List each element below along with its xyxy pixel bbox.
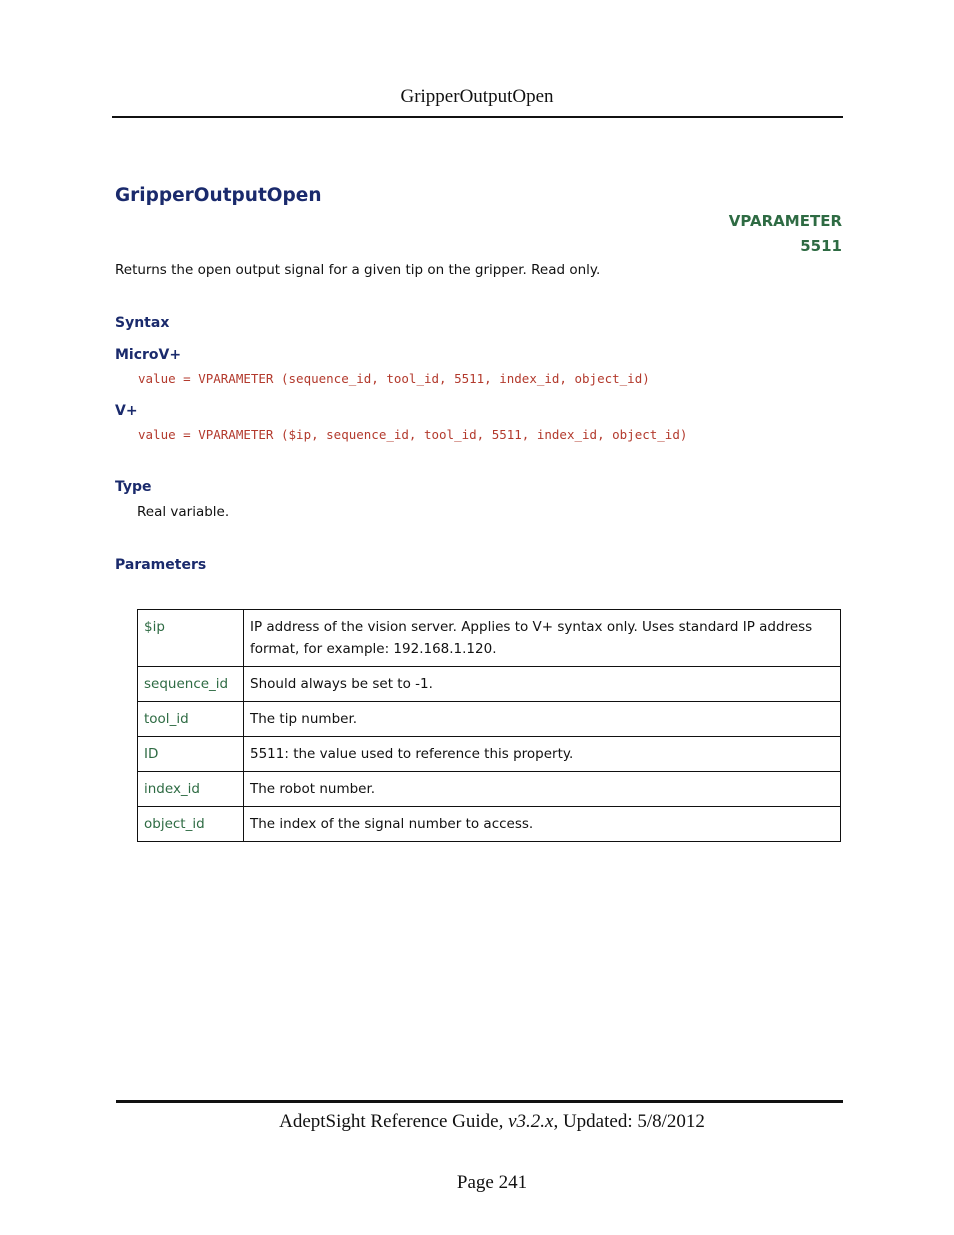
vparameter-block	[729, 209, 842, 259]
table-row	[138, 702, 841, 737]
param-name: index_id	[138, 772, 244, 807]
param-name: tool_id	[138, 702, 244, 737]
param-name: $ip	[138, 610, 244, 667]
syntax-heading: Syntax	[115, 315, 170, 331]
type-heading: Type	[115, 479, 152, 495]
footer-updated: , Updated: 5/8/2012	[553, 1111, 705, 1132]
param-name: ID	[138, 737, 244, 772]
param-name: object_id	[138, 807, 244, 842]
parameters-heading: Parameters	[115, 557, 207, 573]
table-row	[138, 737, 841, 772]
param-desc: The tip number.	[244, 702, 841, 737]
table-row	[138, 772, 841, 807]
param-desc: The index of the signal number to access.	[244, 807, 841, 842]
page-number: Page 241	[456, 1172, 528, 1193]
running-header: GripperOutputOpen	[400, 86, 554, 107]
param-desc: 5511: the value used to reference this property.	[244, 737, 841, 772]
footer-text	[0, 1111, 954, 1133]
microv-code: value = VPARAMETER (sequence_id, tool_id, 5511, index_id, object_id)	[138, 371, 650, 386]
microv-heading: MicroV+	[115, 347, 182, 363]
table-row	[138, 610, 841, 667]
footer-version: , v3.2.x	[498, 1111, 554, 1132]
param-name: sequence_id	[138, 667, 244, 702]
param-desc: IP address of the vision server. Applies to V+ syntax only. Uses standard IP address format, for example: 192.168.1.120.	[244, 610, 841, 667]
description: Returns the open output signal for a given tip on the gripper. Read only.	[115, 262, 601, 278]
table-row	[138, 667, 841, 702]
type-text: Real variable.	[137, 504, 230, 520]
footer-guide-title: AdeptSight Reference Guide	[279, 1111, 499, 1132]
vparameter-number: 5511	[800, 237, 842, 255]
param-desc: Should always be set to -1.	[244, 667, 841, 702]
vparameter-label: VPARAMETER	[728, 212, 842, 230]
parameters-table	[137, 609, 841, 842]
header-rule	[112, 116, 843, 118]
vplus-code: value = VPARAMETER ($ip, sequence_id, tool_id, 5511, index_id, object_id)	[138, 427, 688, 442]
footer-rule	[116, 1100, 843, 1103]
vplus-heading: V+	[115, 403, 138, 419]
table-row	[138, 807, 841, 842]
page-title: GripperOutputOpen	[115, 185, 322, 206]
param-desc: The robot number.	[244, 772, 841, 807]
